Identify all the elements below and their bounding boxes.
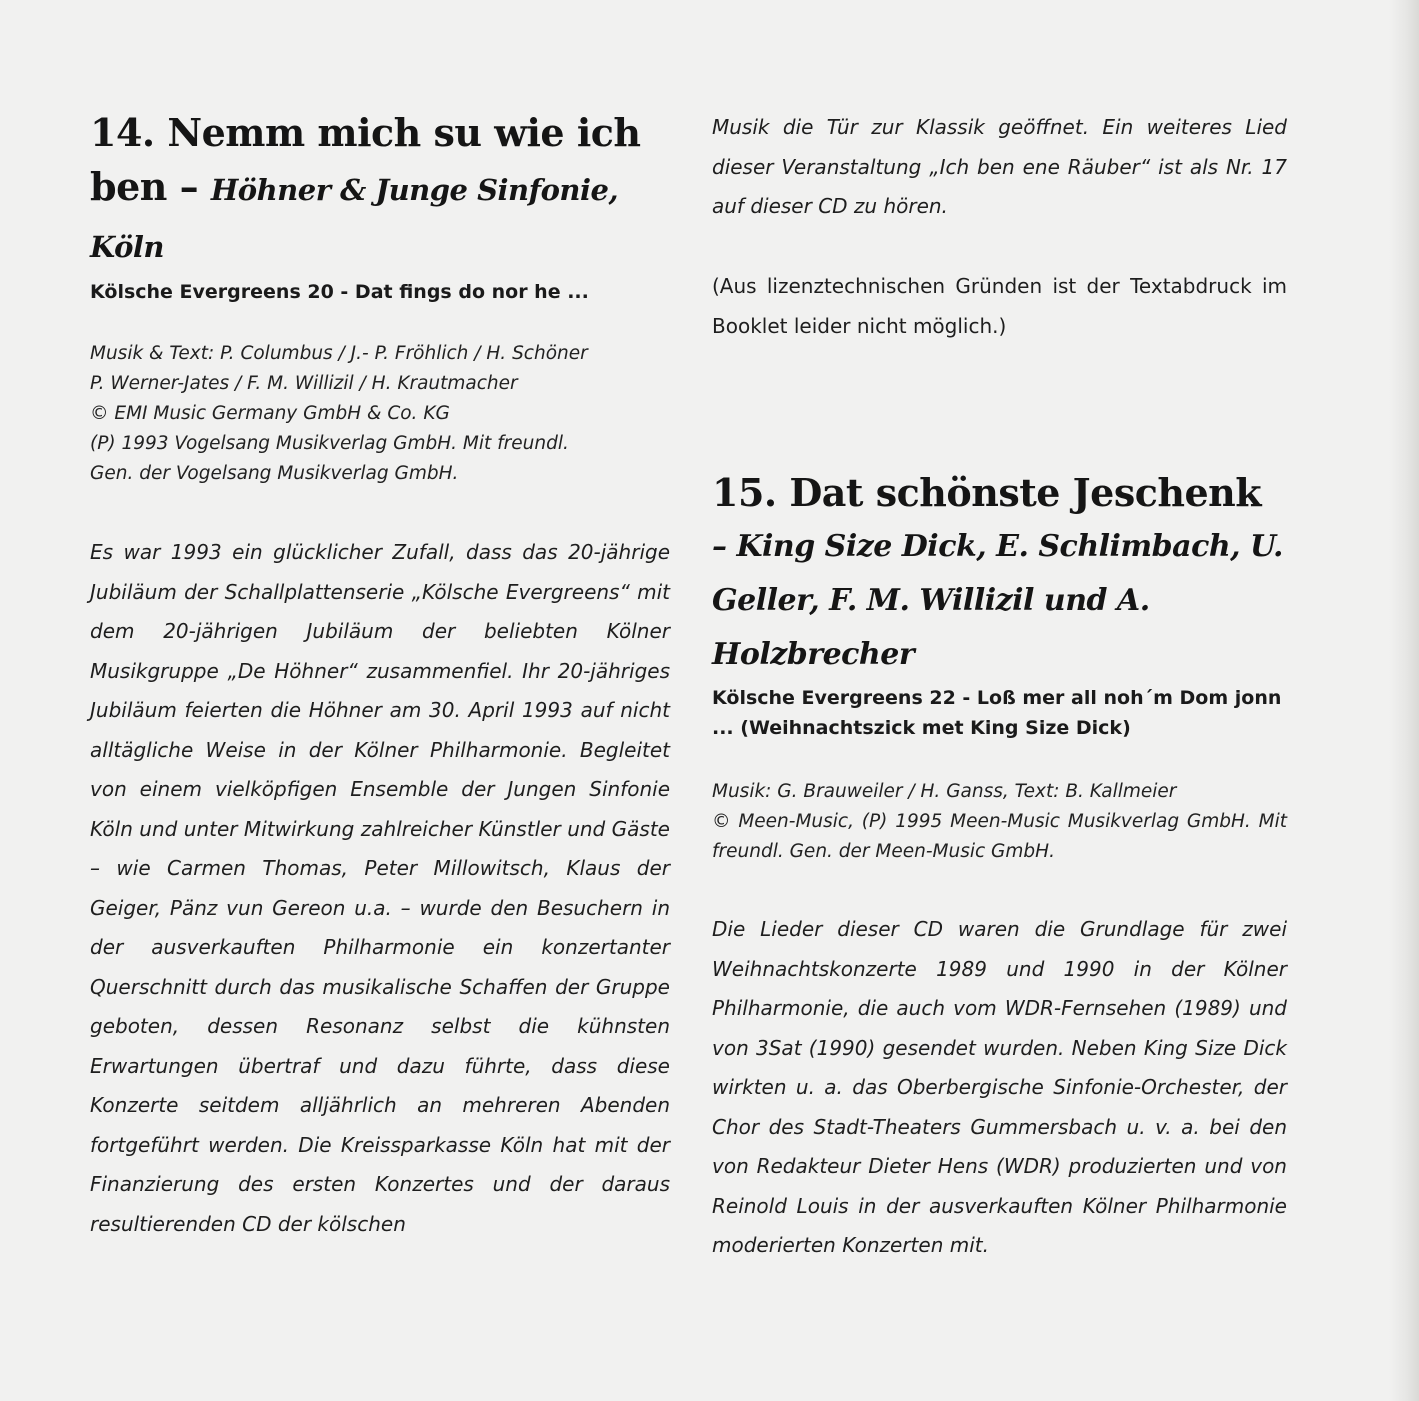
track-14-description: Es war 1993 ein glücklicher Zufall, dass das 20-jährige Jubiläum der Schallplattenserie „Kölsche Evergreens“ mit dem 20-jährigen Jubiläum der beliebten Kölner Musikgruppe „De Höhner“ zusammenfiel. Ihr 20-jähriges Jubiläum feierten die Höhner am 30. April 1993 auf nicht alltägliche Weise in der Kölner Philharmonie. Begleitet von einem vielköpfigen Ensemble der Jungen Sinfonie Köln und unter Mitwirkung zahlreicher Künstler und Gäste – wie Carmen Thomas, Peter Millowitsch, Klaus der Geiger, Pänz vun Gereon u.a. – wurde den Besuchern in der ausverkauften Philharmonie ein konzertanter Querschnitt durch das musikalische Schaffen der Gruppe geboten, dessen Resonanz selbst die kühnsten Erwartungen übertraf und dazu führte, dass diese Konzerte seitdem alljährlich an mehreren Abenden fortgeführt werden. Die Kreissparkasse Köln hat mit der Finanzierung des ersten Konzertes und der daraus resultierenden CD der kölschen	[90, 540, 670, 1236]
track-15-credits: Musik: G. Brauweiler / H. Ganss, Text: B. Kallmeier © Meen-Music, (P) 1995 Meen-Music Musikverlag GmbH. Mit freundl. Gen. der Meen-Music GmbH.	[712, 781, 1287, 862]
track-15-description: Die Lieder dieser CD waren die Grundlage für zwei Weihnachtskonzerte 1989 und 1990 in der Kölner Philharmonie, die auch vom WDR-Fernsehen (1989) und von 3Sat (1990) gesendet wurden. Neben King Size Dick wirkten u. a. das Oberbergische Sinfonie-Orchester, der Chor des Stadt-Theaters Gummersbach u. v. a. bei den von Redakteur Dieter Hens (WDR) produzierten und von Reinold Louis in der ausverkauften Kölner Philharmonie moderierten Konzerten mit.	[712, 917, 1287, 1257]
track-14-title-text: 14. Nemm mich su wie ich ben	[90, 110, 641, 209]
license-note: (Aus lizenztechnischen Gründen ist der Textabdruck im Booklet leider nicht möglich.)	[712, 274, 1287, 338]
track-15-artist: King Size Dick, E. Schlimbach, U. Geller, F. M. Willizil und A. Holzbrecher	[712, 529, 1283, 672]
track-15-title	[712, 468, 1287, 680]
track-15-subtitle: Kölsche Evergreens 22 - Loß mer all noh´m Dom jonn ... (Weihnachtszick met King Size Dick)	[712, 687, 1282, 739]
track-15-title-text: 15. Dat schönste Jeschenk	[712, 470, 1262, 515]
continuation-paragraph: Musik die Tür zur Klassik geöffnet. Ein weiteres Lied dieser Veranstaltung „Ich ben ene Räuber“ ist als Nr. 17 auf dieser CD zu hören.	[712, 115, 1287, 218]
track-14-subtitle: Kölsche Evergreens 20 - Dat fings do nor he ...	[90, 281, 589, 303]
track-14-credits: Musik & Text: P. Columbus / J.- P. Fröhlich / H. Schöner P. Werner-Jates / F. M. Willizil / H. Krautmacher © EMI Music Germany GmbH & Co. KG (P) 1993 Vogelsang Musikverlag GmbH. Mit freundl. Gen. der Vogelsang Musikverlag GmbH.	[90, 343, 588, 484]
page-edge	[1389, 0, 1419, 1401]
track-15-dash: –	[712, 529, 737, 564]
track-14-dash: –	[166, 164, 211, 209]
track-14-artist: Höhner & Junge Sinfonie, Köln	[90, 173, 619, 264]
track-14-title	[90, 106, 670, 274]
